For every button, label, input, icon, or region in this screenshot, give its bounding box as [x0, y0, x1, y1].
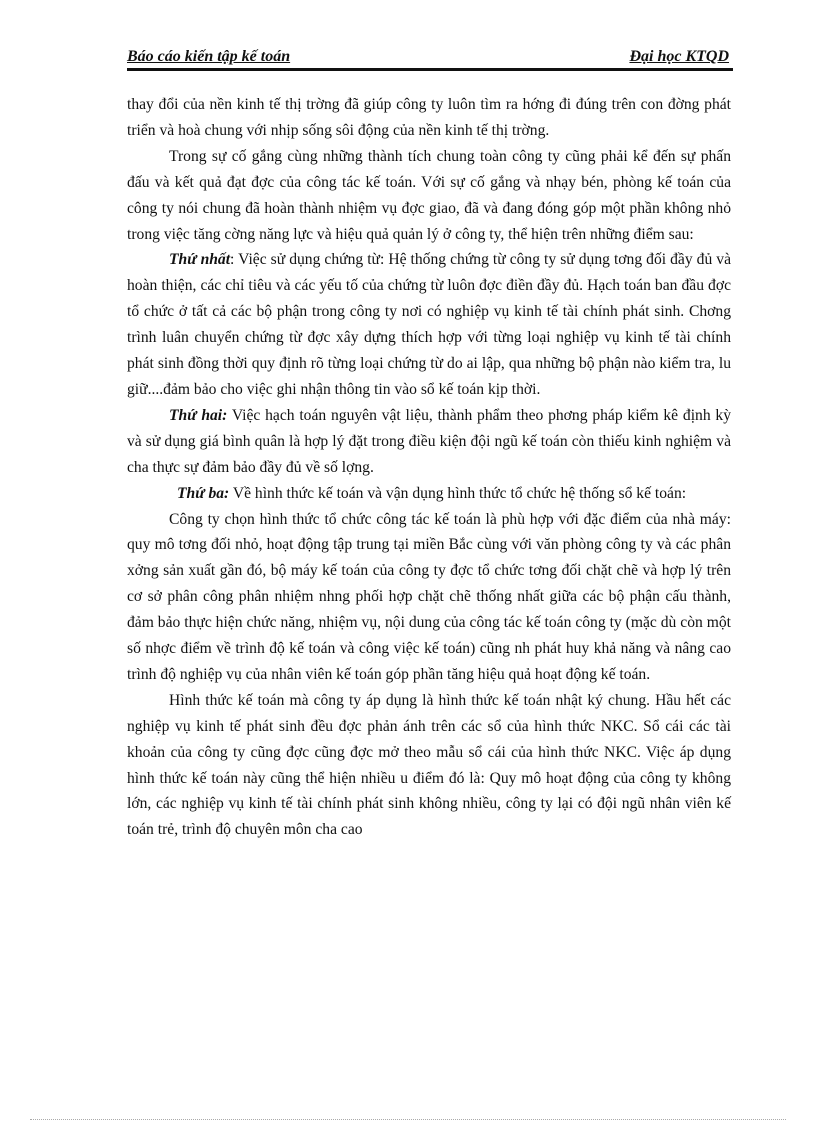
- paragraph-first-point: [127, 247, 731, 402]
- header-university: Đại học KTQD: [629, 48, 729, 65]
- paragraph-third-point: [127, 481, 731, 507]
- paragraph-second-point: [127, 403, 731, 481]
- header-report-title: Báo cáo kiến tập kế toán: [127, 48, 291, 65]
- page-header: [127, 48, 733, 70]
- second-point-lead: Thứ hai:: [169, 406, 228, 424]
- paragraph-nkc-form: Hình thức kế toán mà công ty áp dụng là hình thức kế toán nhật ký chung. Hầu hết các nghiệp vụ kinh tế phát sinh đều đợc phản ánh trên các sổ của hình thức NKC. Sổ cái các tài khoản của công ty cũng đợc cũng đợc mở theo mẫu sổ cái của hình thức NKC. Việc áp dụng hình thức kế toán này cũng thể hiện nhiều u điểm đó là: Quy mô hoạt động của công ty không lớn, các nghiệp vụ kinh tế tài chính phát sinh không nhiều, công ty lại có đội ngũ nhân viên kế toán trẻ, trình độ chuyên môn cha cao: [127, 691, 731, 839]
- third-point-text: Về hình thức kế toán và vận dụng hình thức tổ chức hệ thống sổ kế toán:: [229, 484, 687, 502]
- paragraph-accounting-effort: Trong sự cố gắng cùng những thành tích chung toàn công ty cũng phải kể đến sự phấn đấu và kết quả đạt đợc của công tác kế toán. Với sự cố gắng và nhạy bén, phòng kế toán của công ty nói chung đã hoàn thành nhiệm vụ đợc giao, đã và đang đóng góp một phần không nhỏ trong việc tăng cờng năng lực và hiệu quả quản lý ở công ty, thể hiện trên những điểm sau:: [127, 147, 731, 243]
- first-point-text: : Việc sử dụng chứng từ: Hệ thống chứng từ công ty sử dụng tơng đối đầy đủ và hoàn thiện, các chỉ tiêu và các yếu tố của chứng từ luôn đợc điền đầy đủ. Hạch toán ban đầu đợc tổ chức ở tất cả các bộ phận trong công ty nơi có nghiệp vụ kinh tế tài chính phát sinh. Chơng trình luân chuyển chứng từ đợc xây dựng thích hợp với từng loại nghiệp vụ kinh tế tài chính phát sinh đồng thời quy định rõ từng loại chứng từ do ai lập, qua những bộ phận nào kiểm tra, lu giữ....đảm bảo cho việc ghi nhận thông tin vào sổ kế toán kịp thời.: [127, 251, 731, 398]
- first-point-lead: Thứ nhất: [169, 251, 231, 269]
- page-bottom-divider: [30, 1119, 786, 1120]
- paragraph-economy-change: thay đổi của nền kinh tế thị trờng đã giúp công ty luôn tìm ra hớng đi đúng trên con đờng phát triển và hoà chung với nhịp sống sôi động của nền kinh tế thị trờng.: [127, 96, 731, 139]
- header-rule: [127, 70, 733, 71]
- paragraph-organization: Công ty chọn hình thức tổ chức công tác kế toán là phù hợp với đặc điểm của nhà máy: quy mô tơng đối nhỏ, hoạt động tập trung tại miền Bắc cùng với văn phòng công ty và các phân xởng sản xuất gần đó, bộ máy kế toán của công ty đợc tổ chức tơng đối chặt chẽ và hợp lý trên cơ sở phân công phân nhiệm nhng phối hợp chặt chẽ thống nhất giữa các bộ phận cấu thành, đảm bảo thực hiện chức năng, nhiệm vụ, nội dung của công tác kế toán công ty (mặc dù còn một số nhợc điểm về trình độ kế toán và công việc kế toán) cũng nh phát huy khả năng và nâng cao trình độ nghiệp vụ của nhân viên kế toán góp phần tăng hiệu quả hoạt động kế toán.: [127, 510, 731, 683]
- document-body: [127, 92, 731, 843]
- second-point-text: Việc hạch toán nguyên vật liệu, thành phẩm theo phơng pháp kiểm kê định kỳ và sử dụng giá bình quân là hợp lý đặt trong điều kiện đội ngũ kế toán còn thiếu kinh nghiệm và cha thực sự đảm bảo đầy đủ về số lợng.: [127, 406, 731, 476]
- third-point-lead: Thứ ba:: [177, 484, 230, 502]
